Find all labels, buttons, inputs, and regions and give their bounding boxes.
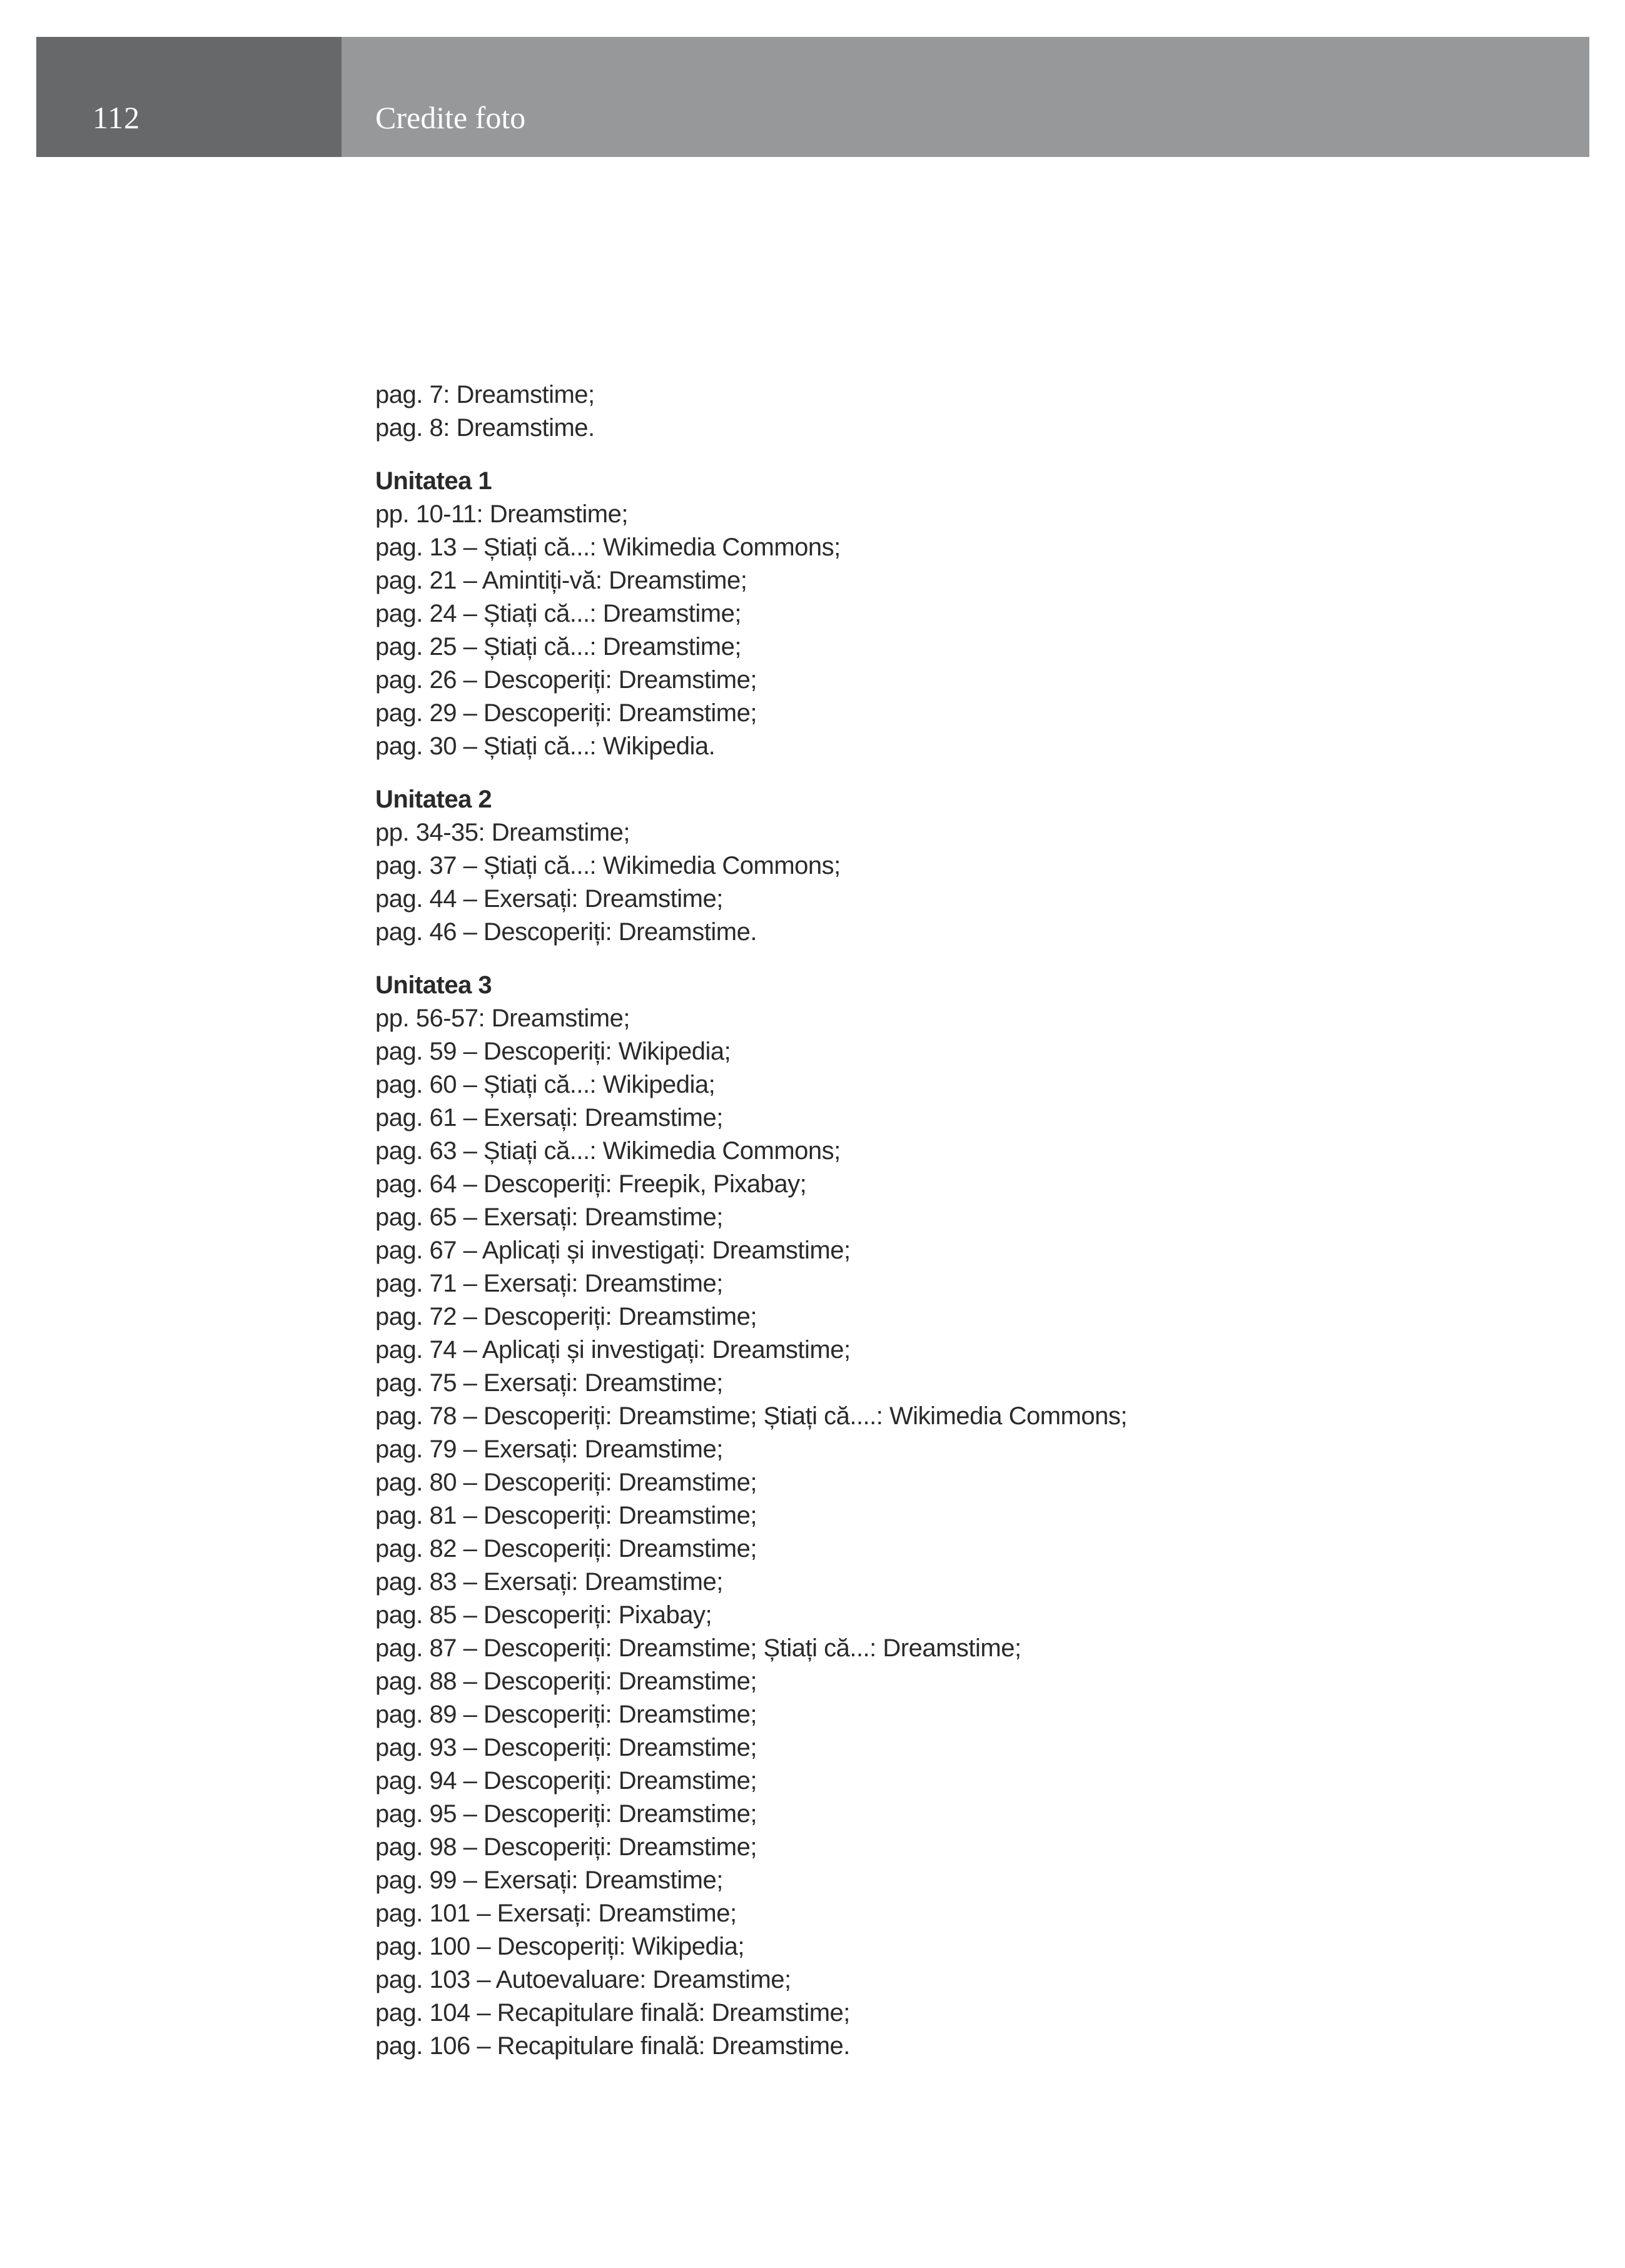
credit-line: pag. 24 – Știați că...: Dreamstime; (375, 600, 741, 627)
credit-line: pag. 78 – Descoperiți: Dreamstime; Știați că....: Wikimedia Commons; (375, 1402, 1127, 1430)
credit-line: pag. 44 – Exersați: Dreamstime; (375, 885, 723, 913)
credit-line: pag. 30 – Știați că...: Wikipedia. (375, 732, 716, 760)
section-heading: Unitatea 3 (375, 971, 492, 999)
page-number: 112 (93, 100, 141, 135)
credit-line: pag. 37 – Știați că...: Wikimedia Commons; (375, 852, 841, 879)
page-header (36, 37, 1589, 157)
credit-line: pp. 34-35: Dreamstime; (375, 819, 630, 846)
credit-line: pag. 26 – Descoperiți: Dreamstime; (375, 666, 757, 694)
section-heading: Unitatea 2 (375, 786, 492, 813)
credit-line: pag. 13 – Știați că...: Wikimedia Commons; (375, 534, 841, 561)
credits-list (375, 378, 1564, 2063)
credit-line: pag. 29 – Descoperiți: Dreamstime; (375, 699, 757, 727)
page-number-box (36, 37, 342, 157)
credit-line: pag. 99 – Exersați: Dreamstime; (375, 1866, 723, 1894)
credit-line: pag. 104 – Recapitulare finală: Dreamstime; (375, 1999, 850, 2027)
credit-line: pag. 81 – Descoperiți: Dreamstime; (375, 1502, 757, 1529)
credit-line: pag. 46 – Descoperiți: Dreamstime. (375, 918, 757, 946)
credit-line: pag. 25 – Știați că...: Dreamstime; (375, 633, 741, 661)
credit-line: pag. 61 – Exersați: Dreamstime; (375, 1104, 723, 1131)
credit-line: pag. 67 – Aplicați și investigați: Dreamstime; (375, 1237, 851, 1264)
credit-line: pag. 88 – Descoperiți: Dreamstime; (375, 1668, 757, 1695)
credit-line: pag. 106 – Recapitulare finală: Dreamstime. (375, 2032, 850, 2060)
credit-line: pag. 85 – Descoperiți: Pixabay; (375, 1601, 712, 1629)
page-title: Credite foto (375, 100, 526, 135)
credit-line: pag. 72 – Descoperiți: Dreamstime; (375, 1303, 757, 1330)
credit-line: pag. 59 – Descoperiți: Wikipedia; (375, 1038, 731, 1065)
credit-line: pag. 60 – Știați că...: Wikipedia; (375, 1071, 716, 1098)
credit-line: pag. 7: Dreamstime; (375, 381, 595, 408)
credit-line: pag. 83 – Exersați: Dreamstime; (375, 1568, 723, 1596)
header-title-bar (342, 37, 1589, 157)
section-heading: Unitatea 1 (375, 467, 492, 495)
credit-line: pag. 82 – Descoperiți: Dreamstime; (375, 1535, 757, 1562)
credit-line: pag. 63 – Știați că...: Wikimedia Commons; (375, 1137, 841, 1165)
credit-line: pag. 100 – Descoperiți: Wikipedia; (375, 1933, 744, 1960)
credit-line: pp. 10-11: Dreamstime; (375, 500, 628, 528)
credit-line: pag. 101 – Exersați: Dreamstime; (375, 1900, 737, 1927)
credit-line: pag. 94 – Descoperiți: Dreamstime; (375, 1767, 757, 1795)
credit-line: pag. 103 – Autoevaluare: Dreamstime; (375, 1966, 791, 1993)
credit-line: pp. 56-57: Dreamstime; (375, 1005, 630, 1032)
credit-line: pag. 8: Dreamstime. (375, 414, 595, 442)
credit-line: pag. 89 – Descoperiți: Dreamstime; (375, 1701, 757, 1728)
credit-line: pag. 75 – Exersați: Dreamstime; (375, 1369, 723, 1397)
credit-line: pag. 65 – Exersați: Dreamstime; (375, 1203, 723, 1231)
credit-line: pag. 80 – Descoperiți: Dreamstime; (375, 1469, 757, 1496)
credit-line: pag. 87 – Descoperiți: Dreamstime; Știați că...: Dreamstime; (375, 1634, 1021, 1662)
credit-line: pag. 21 – Amintiți-vă: Dreamstime; (375, 567, 747, 594)
credit-line: pag. 98 – Descoperiți: Dreamstime; (375, 1833, 757, 1861)
credit-line: pag. 79 – Exersați: Dreamstime; (375, 1435, 723, 1463)
credit-line: pag. 93 – Descoperiți: Dreamstime; (375, 1734, 757, 1761)
credit-line: pag. 74 – Aplicați și investigați: Dreamstime; (375, 1336, 851, 1364)
credit-line: pag. 95 – Descoperiți: Dreamstime; (375, 1800, 757, 1828)
credit-line: pag. 71 – Exersați: Dreamstime; (375, 1270, 723, 1297)
credit-line: pag. 64 – Descoperiți: Freepik, Pixabay; (375, 1170, 807, 1198)
